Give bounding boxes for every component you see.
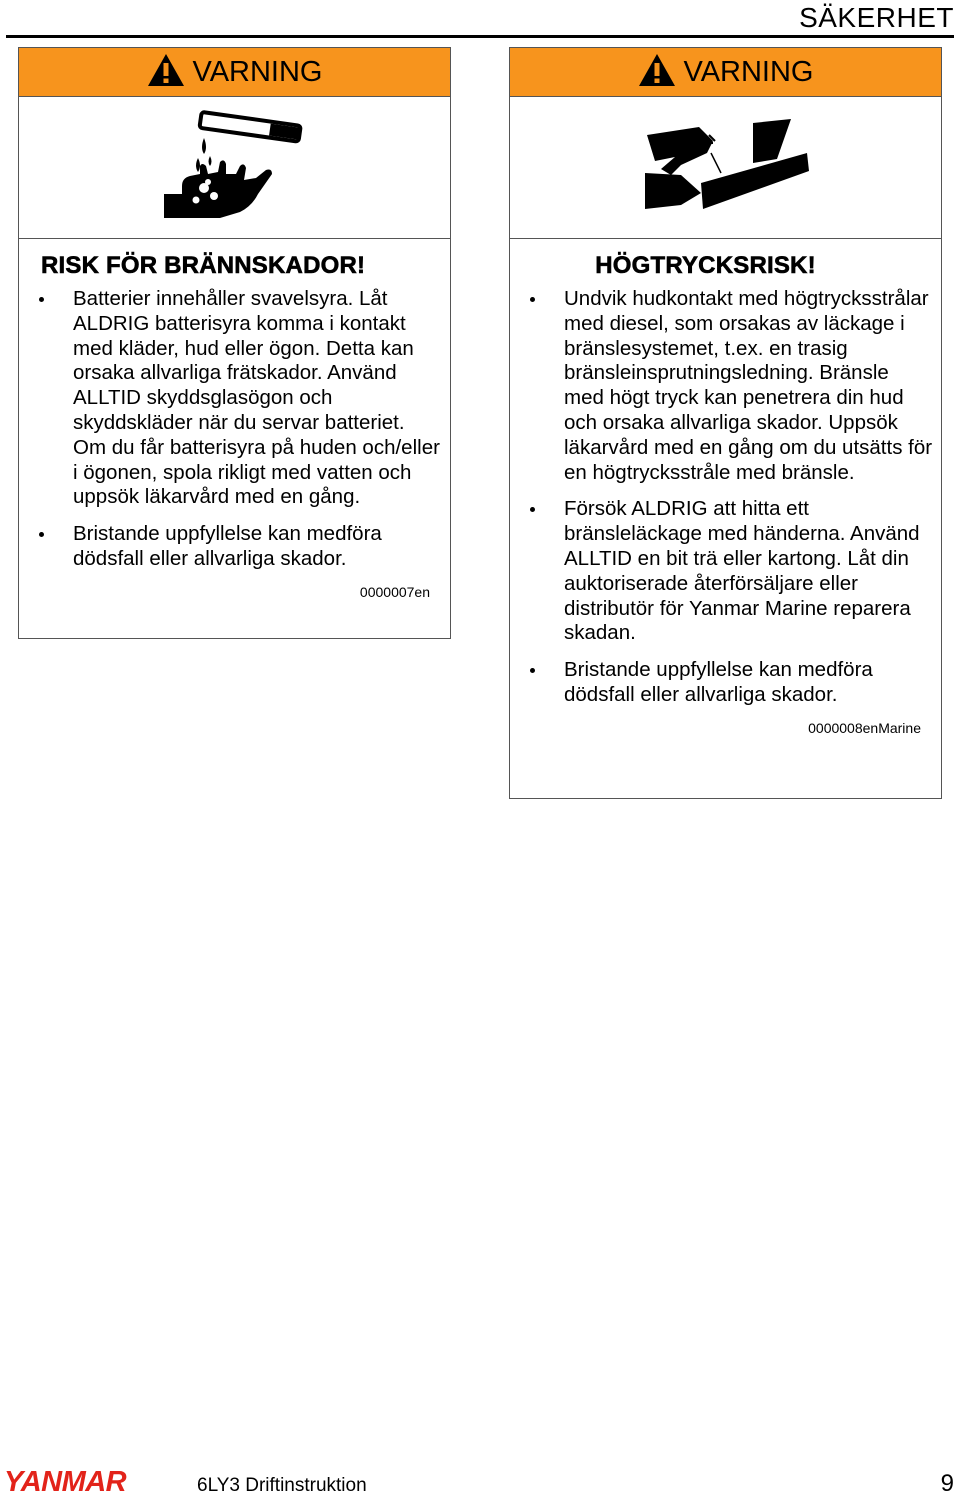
- warning-banner-label: VARNING: [683, 55, 814, 88]
- warning-banner-label: VARNING: [192, 55, 323, 88]
- yanmar-logo: [4, 1468, 176, 1494]
- warning-box-burn: [18, 47, 451, 639]
- warning-bullet: Bristande uppfyllelse kan medföra dödsfall eller allvarliga skador.: [19, 522, 450, 572]
- warning-banner: [510, 48, 941, 97]
- warning-banner: [19, 48, 450, 97]
- warning-code: 0000007en: [359, 583, 430, 600]
- warning-box-high-pressure: [509, 47, 942, 799]
- warning-bullet-list: [19, 287, 450, 572]
- warning-heading: HÖGTRYCKSRISK!: [595, 252, 816, 279]
- warning-bullet-list: [510, 287, 941, 708]
- header-divider: [6, 35, 954, 38]
- warning-triangle-icon: [638, 53, 676, 87]
- warning-code: 0000008enMarine: [808, 719, 921, 736]
- warning-bullet: Undvik hudkontakt med högtrycksstrålar med diesel, som orsakas av läckage i bränslesystemet, t.ex. en trasig bränsleinsprutningsledning. Bränsle med högt tryck kan penetrera din hud och orsaka allvarliga skador. Uppsök läkarvård med en gång om du utsätts för en högtrycksstråle med bränsle.: [510, 287, 941, 485]
- acid-burn-hand-icon: [160, 108, 310, 228]
- yanmar-logo-text: YANMAR: [4, 1468, 127, 1494]
- pictogram-panel: [510, 97, 941, 239]
- warning-heading: RISK FÖR BRÄNNSKADOR!: [41, 252, 366, 279]
- pictogram-panel: [19, 97, 450, 239]
- manual-title: 6LY3 Driftinstruktion: [197, 1475, 367, 1496]
- warning-bullet: Batterier innehåller svavelsyra. Låt ALDRIG batterisyra komma i kontakt med kläder, hud eller ögon. Detta kan orsaka allvarliga frätskador. Använd ALLTID skyddsglasögon och skyddskläder när du servar batteriet. Om du får batterisyra på huden och/eller i ögonen, spola rikligt med vatten och uppsök läkarvård med en gång.: [19, 287, 450, 510]
- warning-bullet: Försök ALDRIG att hitta ett bränsleläckage med händerna. Använd ALLTID en bit trä eller kartong. Låt din auktoriserade återförsäljare eller distributör för Yanmar Marine reparera skadan.: [510, 497, 941, 646]
- warning-bullet: Bristande uppfyllelse kan medföra dödsfall eller allvarliga skador.: [510, 658, 941, 708]
- section-title: SÄKERHET: [799, 2, 954, 33]
- page-number: 9: [940, 1470, 954, 1497]
- warning-triangle-icon: [147, 53, 185, 87]
- high-pressure-spray-icon: [641, 113, 811, 223]
